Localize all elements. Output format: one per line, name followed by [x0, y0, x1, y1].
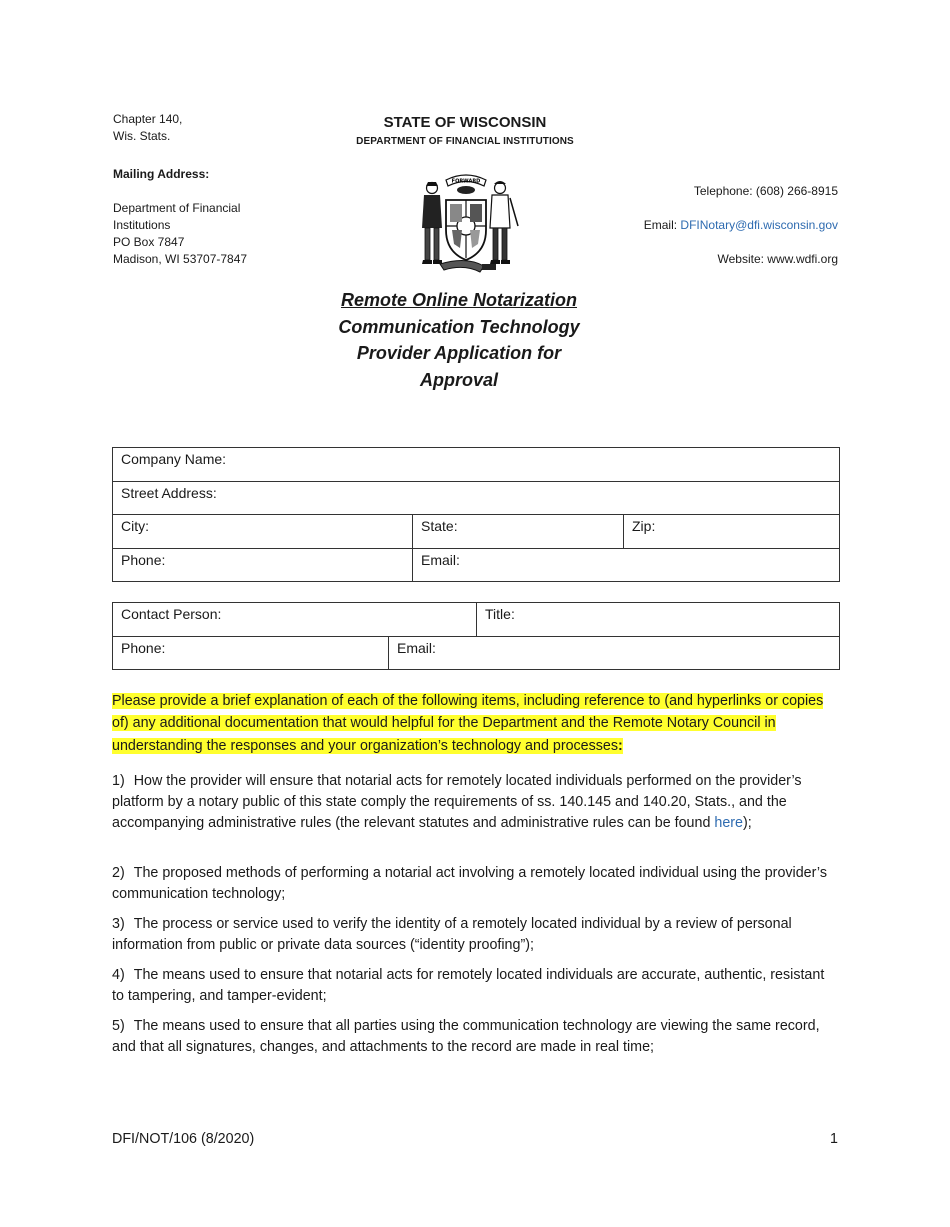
address-line-4: Madison, WI 53707-7847	[113, 252, 248, 266]
item-text: The means used to ensure that notarial acts for remotely located individuals are accurate, authentic, resistant to tampering, and tamper-evident;	[112, 967, 825, 1004]
contact-phone-field[interactable]: Phone:	[113, 637, 389, 670]
item-number: 3)	[112, 916, 125, 932]
document-title	[300, 287, 618, 393]
list-item	[112, 863, 839, 905]
contact-info-table	[112, 602, 840, 670]
form-code: DFI/NOT/106 (8/2020)	[112, 1131, 255, 1147]
item-number: 5)	[112, 1018, 125, 1034]
list-item	[112, 1016, 839, 1058]
website-line: Website: www.wdfi.org	[717, 252, 838, 266]
page-number: 1	[830, 1131, 838, 1147]
zip-field[interactable]: Zip:	[624, 515, 840, 549]
mailing-address-label: Mailing Address:	[113, 167, 210, 181]
street-address-field[interactable]: Street Address:	[113, 482, 840, 515]
statutes-link[interactable]: here	[714, 815, 744, 831]
seal-motto: FORWARD	[451, 178, 481, 185]
list-item	[112, 965, 839, 1007]
item-number: 1)	[112, 773, 125, 789]
item-number: 2)	[112, 865, 125, 881]
item-text-end: );	[743, 815, 752, 831]
title-line-1: Remote Online Notarization	[340, 290, 578, 310]
address-line-1: Department of Financial	[113, 201, 241, 215]
list-item	[112, 914, 839, 956]
title-line-3: Provider Application for	[356, 343, 562, 363]
title-line-4: Approval	[419, 369, 498, 390]
chapter-line-1: Chapter 140,	[113, 112, 183, 126]
email-label: Email:	[643, 218, 678, 232]
address-line-3: PO Box 7847	[113, 235, 185, 249]
item-text: How the provider will ensure that notarial acts for remotely located individuals performed on the provider’s platform by a notary public of this state comply the requirements of ss. 140.145 and 140.20, Stats., and the accompanying administrative rules (the relevant statutes and administrative rules can be found	[112, 773, 802, 831]
state-field[interactable]: State:	[413, 515, 624, 549]
telephone-line: Telephone: (608) 266-8915	[693, 184, 838, 198]
item-number: 4)	[112, 967, 125, 983]
state-title: STATE OF WISCONSIN	[383, 114, 547, 131]
instruction-colon: :	[618, 737, 623, 754]
company-info-table	[112, 447, 840, 582]
item-text: The process or service used to verify the identity of a remotely located individual by a review of personal information from public or private data sources (“identity proofing”);	[112, 916, 792, 953]
city-field[interactable]: City:	[113, 515, 413, 549]
instruction-text: Please provide a brief explanation of each of the following items, including reference to (and hyperlinks or copies of) any additional documentation that would helpful for the Department and the Remote Notary Council in understanding the responses and your organization’s technology and processes	[112, 693, 824, 754]
email-link[interactable]: DFINotary@dfi.wisconsin.gov	[680, 218, 838, 232]
mailing-address-block	[113, 111, 333, 268]
wisconsin-seal-icon	[410, 168, 522, 274]
chapter-line-2: Wis. Stats.	[113, 129, 171, 143]
department-title: DEPARTMENT OF FINANCIAL INSTITUTIONS	[356, 136, 574, 147]
address-line-2: Institutions	[113, 218, 171, 232]
item-text: The means used to ensure that all parties using the communication technology are viewing the same record, and that all signatures, changes, and attachments to the record are made in real time;	[112, 1018, 820, 1055]
item-text: The proposed methods of performing a notarial act involving a remotely located individual using the provider’s communication technology;	[112, 865, 827, 902]
company-name-field[interactable]: Company Name:	[113, 448, 840, 482]
contact-title-field[interactable]: Title:	[477, 603, 840, 637]
list-item	[112, 771, 839, 834]
email-line	[644, 218, 838, 232]
instruction-paragraph	[112, 690, 839, 757]
contact-person-field[interactable]: Contact Person:	[113, 603, 477, 637]
title-line-2: Communication Technology	[338, 316, 580, 337]
company-phone-field[interactable]: Phone:	[113, 549, 413, 582]
contact-email-field[interactable]: Email:	[389, 637, 840, 670]
company-email-field[interactable]: Email:	[413, 549, 840, 582]
